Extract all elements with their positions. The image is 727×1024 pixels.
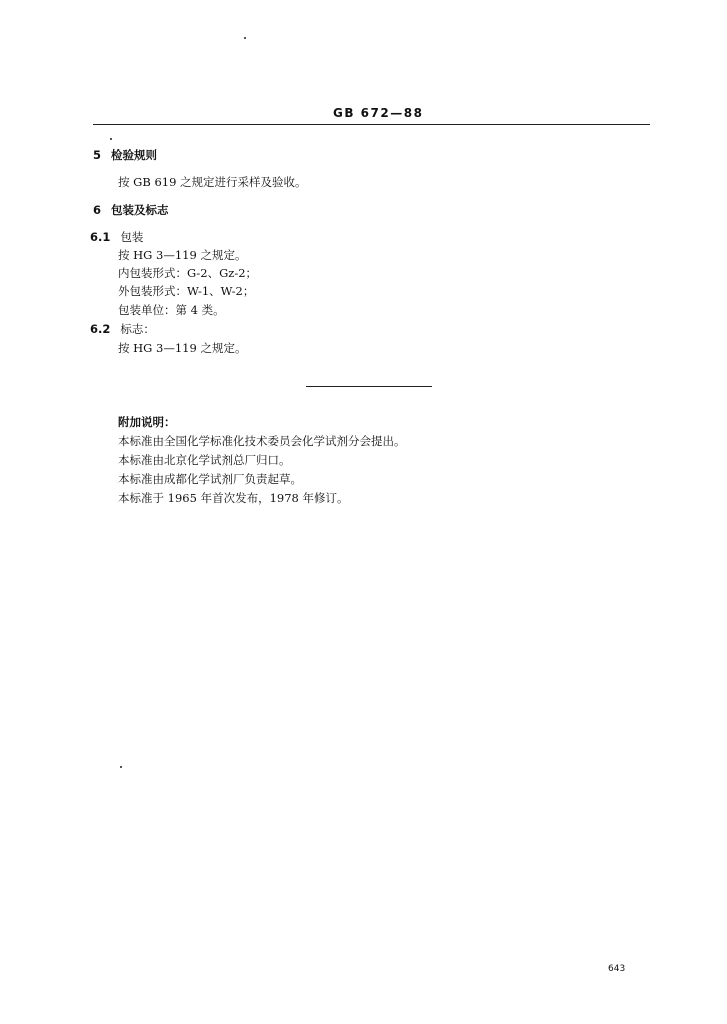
packaging-line: 按 HG 3—119 之规定。 (118, 248, 247, 262)
section-5-heading (93, 148, 157, 162)
section-number: 6.2 (90, 322, 111, 336)
section-6-2-body: 按 HG 3—119 之规定。 (118, 341, 247, 355)
section-6-heading (93, 203, 169, 217)
notes-title: 附加说明： (118, 415, 176, 429)
end-of-text-rule (306, 386, 432, 387)
section-title: 包装及标志 (111, 203, 169, 217)
packaging-line: 内包装形式：G-2、Gz-2； (118, 266, 258, 280)
scan-speck (244, 37, 246, 39)
section-number: 6 (93, 203, 102, 217)
section-number: 6.1 (90, 230, 111, 244)
packaging-line: 外包装形式：W-1、W-2； (118, 284, 255, 298)
packaging-line: 包装单位：第 4 类。 (118, 303, 225, 317)
section-number: 5 (93, 148, 102, 162)
section-title: 包装 (120, 230, 144, 244)
notes-line: 本标准由北京化学试剂总厂归口。 (118, 453, 291, 467)
section-6-2-heading (90, 322, 155, 336)
section-5-body: 按 GB 619 之规定进行采样及验收。 (118, 175, 307, 189)
notes-line: 本标准由成都化学试剂厂负责起草。 (118, 472, 302, 486)
standard-code-header: GB 672—88 (333, 106, 424, 120)
notes-line: 本标准于 1965 年首次发布，1978 年修订。 (118, 491, 349, 505)
notes-line: 本标准由全国化学标准化技术委员会化学试剂分会提出。 (118, 434, 406, 448)
section-title: 检验规则 (111, 148, 158, 162)
scan-speck (120, 766, 122, 768)
page-number: 643 (608, 964, 626, 974)
header-divider (93, 124, 650, 125)
section-title: 标志： (120, 322, 155, 336)
scan-speck (110, 138, 112, 140)
section-6-1-heading (90, 230, 143, 244)
